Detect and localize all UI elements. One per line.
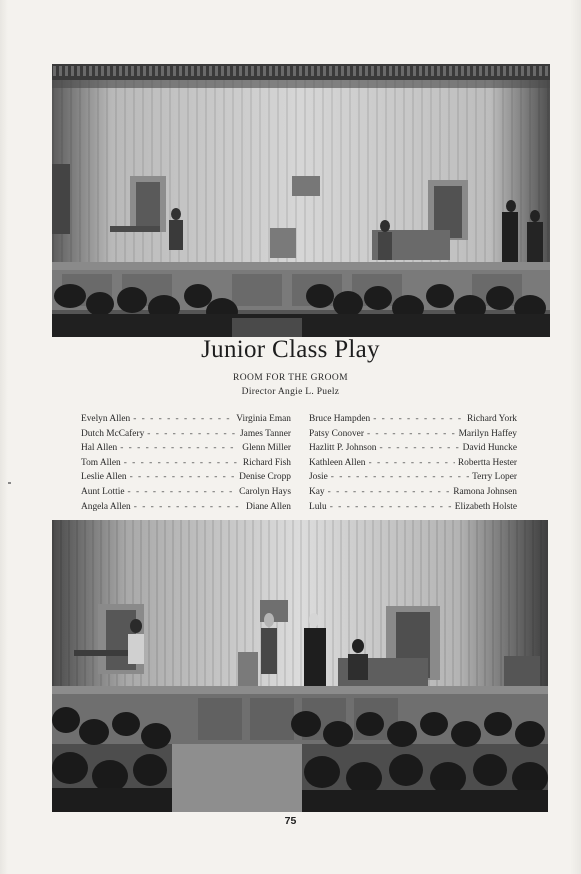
play-title: ROOM FOR THE GROOM [233,373,348,383]
role-name: Evelyn Allen [81,414,131,424]
role-name: Bruce Hampden [309,414,371,424]
leader-dots [130,470,237,485]
actor-name: Richard York [467,414,517,424]
leader-dots [379,441,459,456]
actor-name: David Huncke [462,443,517,454]
leader-dots [367,427,456,442]
actor-name: Ramona Johnsen [453,486,517,497]
leader-dots [133,412,233,427]
leader-dots [328,485,451,500]
actor-name: Virginia Eman [236,414,291,424]
actor-name: Diane Allen [245,501,291,512]
leader-dots [330,500,452,515]
actor-name: Richard Fish [242,457,291,468]
leader-dots [373,412,464,427]
role-name: Kathleen Allen [309,457,366,468]
actor-name: Marilyn Haffey [458,428,517,439]
role-name: Josie [309,472,328,483]
cast-row [81,500,291,515]
leader-dots [120,441,239,456]
role-name: Kay [309,486,325,497]
role-name: Aunt Lottie [81,486,125,497]
cast-row [81,485,291,500]
cast-row [309,500,517,515]
cast-row [81,456,291,471]
cast-row [309,441,517,456]
role-name: Leslie Allen [81,472,127,483]
cast-row [81,427,291,442]
actor-name: Carolyn Hays [239,486,291,497]
role-name: Angela Allen [81,501,131,512]
stage-photo-bottom [52,520,548,812]
director-credit: Director Angie L. Puelz [241,387,340,397]
role-name: Tom Allen [81,457,121,468]
cast-row [81,441,291,456]
stage-photo-top [52,64,550,337]
stage-photo-top-image [52,64,550,337]
leader-dots [127,485,236,500]
cast-row [81,470,291,485]
actor-name: Glenn Miller [242,443,291,454]
cast-list-right [309,412,517,514]
page-number: 75 [284,815,297,827]
leader-dots [147,427,237,442]
actor-name: Denise Cropp [239,472,291,483]
actor-name: Elizabeth Holste [454,501,517,512]
cast-row [81,412,291,427]
role-name: Lulu [309,501,327,512]
leader-dots [124,456,240,471]
cast-row [309,412,517,427]
actor-name: James Tanner [240,428,291,439]
leader-dots [331,470,469,485]
actor-name: Terry Loper [472,472,517,483]
role-name: Dutch McCafery [81,428,145,439]
page-title: Junior Class Play [201,336,380,363]
role-name: Hal Allen [81,443,118,454]
cast-row [309,456,517,471]
role-name: Hazlitt P. Johnson [309,443,377,454]
actor-name: Robertta Hester [457,457,517,468]
cast-row [309,470,517,485]
margin-mark [8,482,11,484]
leader-dots [369,456,455,471]
cast-row [309,427,517,442]
stage-photo-bottom-image [52,520,548,812]
leader-dots [134,500,243,515]
role-name: Patsy Conover [309,428,364,439]
cast-list-left [81,412,291,514]
cast-row [309,485,517,500]
